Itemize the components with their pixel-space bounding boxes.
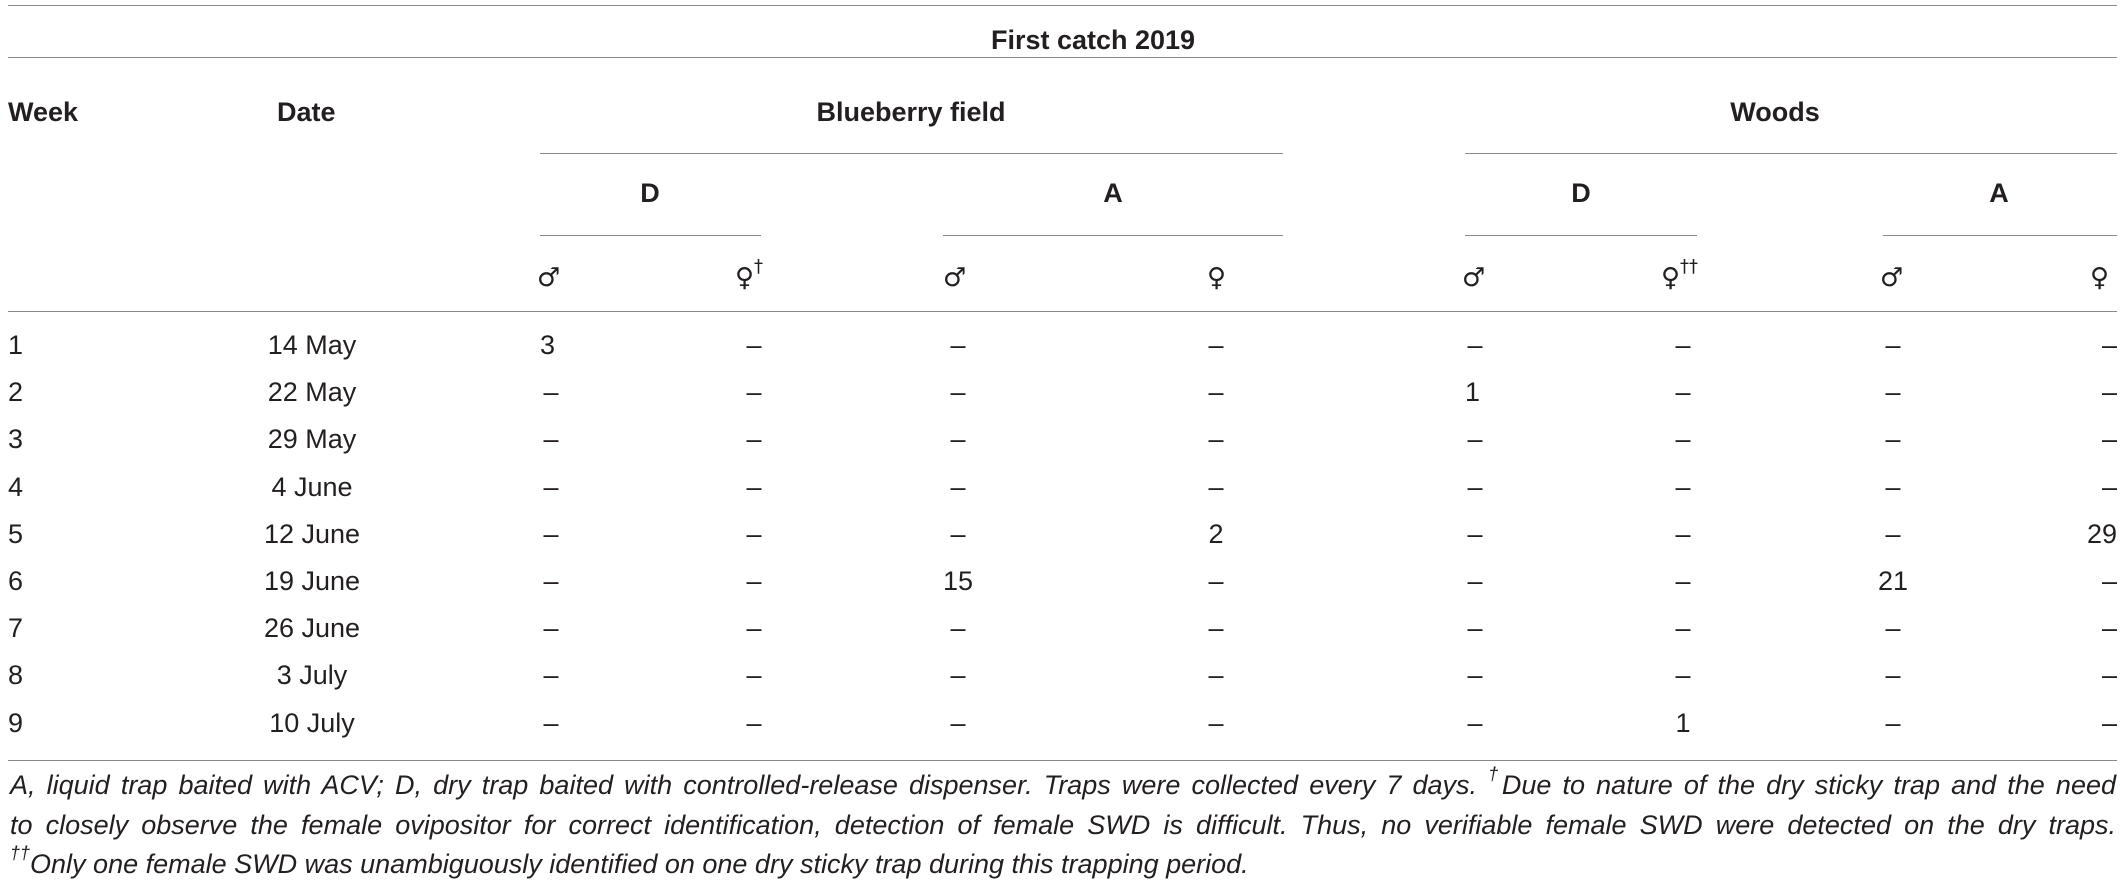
week-cell: 5 <box>8 518 24 549</box>
value-cell-bb-d-female: – <box>746 330 762 360</box>
value-cell-wd-a-male: – <box>1885 707 1901 738</box>
header-bottom-rule <box>8 311 2117 312</box>
week-cell: 8 <box>8 660 24 691</box>
value-cell-bb-a-male: – <box>950 424 966 455</box>
date-header: Date <box>277 97 336 127</box>
date-cell: 3 July <box>276 660 348 691</box>
value-cell-wd-d-female: – <box>1675 566 1691 596</box>
female-symbol-blueberry-a: ♀ <box>1207 263 1227 293</box>
value-cell-wd-d-male: – <box>1467 613 1483 644</box>
value-cell-bb-d-female: – <box>746 424 762 455</box>
value-cell-bb-d-male: – <box>543 613 559 644</box>
value-cell-wd-a-male: 21 <box>1877 566 1909 596</box>
date-cell: 26 June <box>263 613 361 644</box>
woods-group-rule <box>1465 153 2117 154</box>
value-cell-wd-a-male: – <box>1885 471 1901 502</box>
value-cell-bb-d-female: – <box>746 471 762 502</box>
value-cell-wd-d-female: – <box>1675 518 1691 549</box>
value-cell-bb-a-female: – <box>1208 707 1224 738</box>
date-cell: 14 May <box>267 330 357 360</box>
value-cell-bb-a-male: – <box>950 330 966 360</box>
value-cell-bb-a-female: – <box>1208 660 1224 691</box>
double-dagger-mark: †† <box>1680 256 1699 278</box>
value-cell-bb-a-male: 15 <box>942 566 974 596</box>
date-cell: 4 June <box>271 471 353 502</box>
value-cell-wd-d-male: – <box>1467 660 1483 691</box>
value-cell-wd-d-male: – <box>1467 330 1483 360</box>
date-cell: 22 May <box>267 377 357 408</box>
value-cell-wd-a-male: – <box>1885 377 1901 408</box>
week-cell: 4 <box>8 471 24 502</box>
value-cell-wd-a-female: – <box>2101 377 2117 408</box>
value-cell-bb-a-female: – <box>1208 471 1224 502</box>
value-cell-bb-d-male: – <box>543 518 559 549</box>
value-cell-bb-d-male: 3 <box>540 330 556 360</box>
value-cell-bb-a-female: 2 <box>1208 518 1224 549</box>
value-cell-bb-a-female: – <box>1208 377 1224 408</box>
table-footnote <box>10 766 2116 885</box>
male-symbol-woods-a: ♂ <box>1880 263 1904 293</box>
group-header-blueberry-field: Blueberry field <box>816 97 1006 127</box>
date-cell: 29 May <box>267 424 357 455</box>
value-cell-wd-d-female: – <box>1675 377 1691 408</box>
value-cell-bb-d-male: – <box>543 424 559 455</box>
value-cell-bb-a-female: – <box>1208 613 1224 644</box>
value-cell-wd-a-female: – <box>2101 330 2117 360</box>
woods-d-rule <box>1465 235 1697 236</box>
table-title: First catch 2019 <box>990 25 1196 55</box>
date-cell: 12 June <box>263 518 361 549</box>
value-cell-bb-d-female: – <box>746 613 762 644</box>
value-cell-wd-d-female: 1 <box>1675 707 1691 738</box>
top-rule <box>8 5 2117 6</box>
value-cell-bb-a-female: – <box>1208 424 1224 455</box>
blueberry-d-rule <box>540 235 761 236</box>
value-cell-wd-d-female: – <box>1675 471 1691 502</box>
value-cell-bb-d-female: – <box>746 660 762 691</box>
value-cell-bb-a-male: – <box>950 471 966 502</box>
female-symbol-woods-d: ♀†† <box>1661 256 1699 293</box>
value-cell-wd-a-male: – <box>1885 330 1901 360</box>
value-cell-bb-d-male: – <box>543 377 559 408</box>
trap-header-blueberry-a: A <box>1103 178 1123 208</box>
title-rule <box>8 57 2117 58</box>
value-cell-wd-d-male: – <box>1467 471 1483 502</box>
value-cell-wd-a-female: – <box>2101 566 2117 596</box>
value-cell-bb-d-male: – <box>543 471 559 502</box>
week-cell: 1 <box>8 330 24 360</box>
week-cell: 9 <box>8 707 24 738</box>
value-cell-wd-a-male: – <box>1885 660 1901 691</box>
table-bottom-rule <box>8 760 2117 761</box>
dagger-mark: † <box>754 256 764 278</box>
value-cell-bb-d-female: – <box>746 518 762 549</box>
week-cell: 6 <box>8 566 24 596</box>
value-cell-wd-d-female: – <box>1675 613 1691 644</box>
value-cell-bb-a-male: – <box>950 377 966 408</box>
value-cell-bb-d-female: – <box>746 707 762 738</box>
value-cell-bb-a-male: – <box>950 660 966 691</box>
trap-header-blueberry-d: D <box>640 178 660 208</box>
male-symbol-blueberry-a: ♂ <box>943 263 967 293</box>
value-cell-wd-d-male: – <box>1467 518 1483 549</box>
week-cell: 2 <box>8 377 24 408</box>
value-cell-bb-a-male: – <box>950 613 966 644</box>
week-cell: 3 <box>8 424 24 455</box>
footnote-line-3: ††Only one female SWD was unambiguously identified on one dry sticky trap during this trapping period. <box>10 843 1249 879</box>
value-cell-wd-a-female: 29 <box>2086 518 2117 549</box>
value-cell-wd-d-female: – <box>1675 424 1691 455</box>
value-cell-wd-d-male: – <box>1467 566 1483 596</box>
date-cell: 10 July <box>269 707 355 738</box>
value-cell-wd-d-male: – <box>1467 707 1483 738</box>
value-cell-wd-a-female: – <box>2101 471 2117 502</box>
female-symbol-blueberry-d: ♀† <box>735 256 764 293</box>
blueberry-group-rule <box>540 153 1283 154</box>
week-cell: 7 <box>8 613 24 644</box>
value-cell-wd-a-female: – <box>2101 424 2117 455</box>
value-cell-bb-d-male: – <box>543 660 559 691</box>
value-cell-wd-a-female: – <box>2101 660 2117 691</box>
group-header-woods: Woods <box>1730 97 1820 127</box>
value-cell-wd-a-male: – <box>1885 613 1901 644</box>
value-cell-wd-a-female: – <box>2101 707 2117 738</box>
blueberry-a-rule <box>943 235 1283 236</box>
week-header: Week <box>8 97 79 127</box>
woods-a-rule <box>1883 235 2117 236</box>
value-cell-bb-a-female: – <box>1208 330 1224 360</box>
date-cell: 19 June <box>263 566 361 596</box>
value-cell-wd-d-female: – <box>1675 660 1691 691</box>
footnote-line-1: A, liquid trap baited with ACV; D, dry trap baited with controlled-release dispenser. Traps were collected every 7 days. †Due to nature of the dry sticky trap and the need <box>10 764 2117 800</box>
value-cell-wd-d-male: – <box>1467 424 1483 455</box>
value-cell-wd-d-male: 1 <box>1465 377 1481 408</box>
trap-header-woods-d: D <box>1571 178 1591 208</box>
value-cell-wd-a-male: – <box>1885 424 1901 455</box>
value-cell-bb-d-male: – <box>543 566 559 596</box>
value-cell-wd-a-male: – <box>1885 518 1901 549</box>
value-cell-bb-d-female: – <box>746 566 762 596</box>
value-cell-bb-a-male: – <box>950 518 966 549</box>
value-cell-wd-a-female: – <box>2101 613 2117 644</box>
female-symbol-woods-a: ♀ <box>2090 263 2110 293</box>
value-cell-bb-d-male: – <box>543 707 559 738</box>
value-cell-bb-d-female: – <box>746 377 762 408</box>
trap-header-woods-a: A <box>1989 178 2009 208</box>
male-symbol-blueberry-d: ♂ <box>537 263 561 293</box>
male-symbol-woods-d: ♂ <box>1462 263 1486 293</box>
value-cell-bb-a-male: – <box>950 707 966 738</box>
footnote-line-2: to closely observe the female ovipositor for correct identification, detection of female SWD is difficult. Thus, no verifiable female SWD were detected on the dry traps. <box>10 809 2116 840</box>
value-cell-bb-a-female: – <box>1208 566 1224 596</box>
value-cell-wd-d-female: – <box>1675 330 1691 360</box>
